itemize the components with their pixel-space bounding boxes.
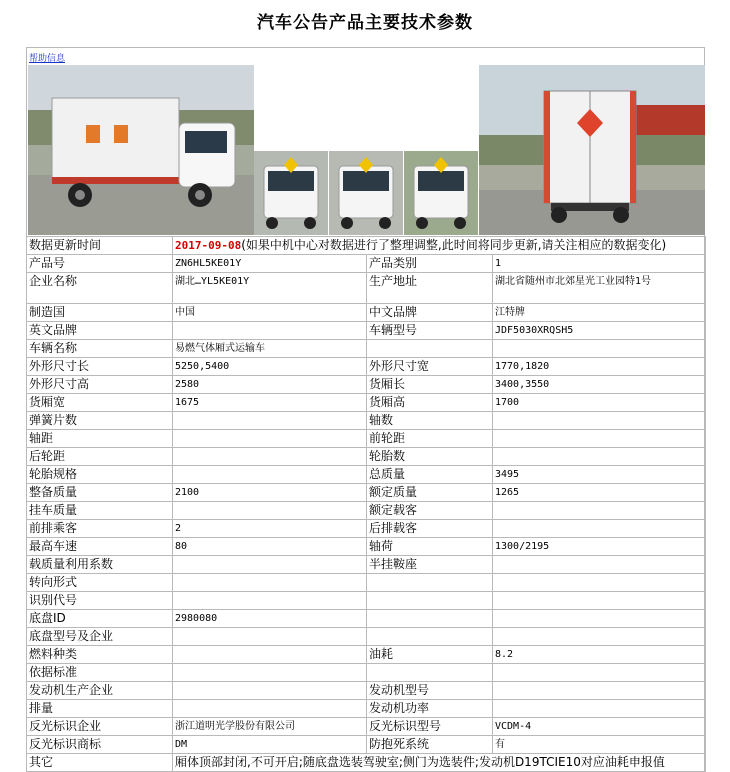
field-label: 前排乘客 bbox=[27, 520, 173, 538]
field-label: 半挂鞍座 bbox=[367, 556, 493, 574]
field-label: 产品号 bbox=[27, 255, 173, 273]
table-row bbox=[27, 412, 706, 430]
table-row bbox=[27, 592, 706, 610]
table-row bbox=[27, 628, 706, 646]
update-label: 数据更新时间 bbox=[27, 237, 173, 255]
truck-front-photo-2 bbox=[329, 151, 403, 235]
field-label: 轴距 bbox=[27, 430, 173, 448]
field-value bbox=[493, 520, 706, 538]
table-row bbox=[27, 430, 706, 448]
table-row bbox=[27, 358, 706, 376]
field-label: 底盘ID bbox=[27, 610, 173, 628]
field-value: JDF5030XRQSH5 bbox=[493, 322, 706, 340]
table-row bbox=[27, 304, 706, 322]
field-value bbox=[173, 466, 367, 484]
field-label: 外形尺寸宽 bbox=[367, 358, 493, 376]
update-date: 2017-09-08 bbox=[175, 239, 242, 252]
table-row bbox=[27, 556, 706, 574]
field-value: 3400,3550 bbox=[493, 376, 706, 394]
field-value bbox=[173, 592, 367, 610]
table-row bbox=[27, 646, 706, 664]
table-row bbox=[27, 394, 706, 412]
field-value bbox=[493, 448, 706, 466]
field-value bbox=[173, 682, 367, 700]
field-label: 轴荷 bbox=[367, 538, 493, 556]
field-label: 生产地址 bbox=[367, 273, 493, 304]
field-value: DM bbox=[173, 736, 367, 754]
field-value: 2580 bbox=[173, 376, 367, 394]
field-value bbox=[173, 574, 367, 592]
field-value bbox=[493, 502, 706, 520]
field-label: 制造国 bbox=[27, 304, 173, 322]
field-label: 额定载客 bbox=[367, 502, 493, 520]
field-value bbox=[173, 502, 367, 520]
table-row bbox=[27, 466, 706, 484]
field-label: 货厢高 bbox=[367, 394, 493, 412]
field-value: 2 bbox=[173, 520, 367, 538]
field-label: 后排载客 bbox=[367, 520, 493, 538]
spec-table bbox=[26, 236, 706, 772]
table-row bbox=[27, 664, 706, 682]
field-value: 5250,5400 bbox=[173, 358, 367, 376]
field-label: 油耗 bbox=[367, 646, 493, 664]
field-value bbox=[493, 664, 706, 682]
field-value: 2980080 bbox=[173, 610, 367, 628]
other-label: 其它 bbox=[27, 754, 173, 772]
field-value bbox=[493, 340, 706, 358]
field-label: 燃料种类 bbox=[27, 646, 173, 664]
update-value bbox=[173, 237, 706, 255]
field-value bbox=[493, 412, 706, 430]
field-value bbox=[173, 700, 367, 718]
field-value: 3495 bbox=[493, 466, 706, 484]
field-value: 湖北…YL5KE01Y bbox=[173, 273, 367, 304]
field-value bbox=[493, 682, 706, 700]
field-label: 载质量利用系数 bbox=[27, 556, 173, 574]
update-note: (如果中机中心对数据进行了整理调整,此时间将同步更新,请关注相应的数据变化) bbox=[241, 238, 667, 252]
field-label: 中文品牌 bbox=[367, 304, 493, 322]
field-label: 识别代号 bbox=[27, 592, 173, 610]
field-value: 8.2 bbox=[493, 646, 706, 664]
table-row bbox=[27, 448, 706, 466]
other-value: 厢体顶部封闭,不可开启;随底盘选装驾驶室;侧门为选装件;发动机D19TCIE10对应油耗申报值 bbox=[173, 754, 706, 772]
table-row bbox=[27, 574, 706, 592]
field-value: 1700 bbox=[493, 394, 706, 412]
field-label: 车辆名称 bbox=[27, 340, 173, 358]
field-label bbox=[367, 574, 493, 592]
field-label: 挂车质量 bbox=[27, 502, 173, 520]
field-value: 浙江道明光学股份有限公司 bbox=[173, 718, 367, 736]
field-value: 有 bbox=[493, 736, 706, 754]
field-label: 轴数 bbox=[367, 412, 493, 430]
field-value bbox=[173, 664, 367, 682]
field-value bbox=[173, 556, 367, 574]
field-label: 英文品牌 bbox=[27, 322, 173, 340]
field-label: 货厢长 bbox=[367, 376, 493, 394]
field-label: 依据标准 bbox=[27, 664, 173, 682]
field-label: 反光标识商标 bbox=[27, 736, 173, 754]
table-row bbox=[27, 484, 706, 502]
field-label: 排量 bbox=[27, 700, 173, 718]
table-row bbox=[27, 736, 706, 754]
page-title: 汽车公告产品主要技术参数 bbox=[257, 13, 473, 33]
truck-front-photo-1 bbox=[254, 151, 328, 235]
table-row bbox=[27, 255, 706, 273]
help-link[interactable]: 帮助信息 bbox=[29, 54, 66, 64]
field-label: 底盘型号及企业 bbox=[27, 628, 173, 646]
field-label: 反光标识型号 bbox=[367, 718, 493, 736]
truck-rear-photo bbox=[479, 65, 705, 235]
field-label: 外形尺寸高 bbox=[27, 376, 173, 394]
field-label bbox=[367, 610, 493, 628]
field-label: 企业名称 bbox=[27, 273, 173, 304]
field-value bbox=[493, 574, 706, 592]
field-label: 货厢宽 bbox=[27, 394, 173, 412]
table-row bbox=[27, 754, 706, 772]
field-value: VCDM-4 bbox=[493, 718, 706, 736]
field-label: 发动机型号 bbox=[367, 682, 493, 700]
field-value: 易燃气体厢式运输车 bbox=[173, 340, 367, 358]
field-value bbox=[493, 700, 706, 718]
field-label: 后轮距 bbox=[27, 448, 173, 466]
field-value bbox=[173, 412, 367, 430]
field-value: 中国 bbox=[173, 304, 367, 322]
table-row bbox=[27, 502, 706, 520]
field-label bbox=[367, 592, 493, 610]
field-label bbox=[367, 664, 493, 682]
field-label bbox=[367, 628, 493, 646]
field-label: 外形尺寸长 bbox=[27, 358, 173, 376]
field-value bbox=[173, 646, 367, 664]
field-label: 总质量 bbox=[367, 466, 493, 484]
field-value: 1265 bbox=[493, 484, 706, 502]
table-row bbox=[27, 273, 706, 304]
table-row bbox=[27, 340, 706, 358]
field-label: 最高车速 bbox=[27, 538, 173, 556]
field-label: 反光标识企业 bbox=[27, 718, 173, 736]
table-row bbox=[27, 322, 706, 340]
field-label: 发动机生产企业 bbox=[27, 682, 173, 700]
table-row bbox=[27, 682, 706, 700]
field-label: 整备质量 bbox=[27, 484, 173, 502]
table-row bbox=[27, 538, 706, 556]
field-value: ZN6HL5KE01Y bbox=[173, 255, 367, 273]
table-row bbox=[27, 610, 706, 628]
field-label: 防抱死系统 bbox=[367, 736, 493, 754]
field-value bbox=[493, 610, 706, 628]
truck-front-photo-3 bbox=[404, 151, 478, 235]
field-value bbox=[493, 430, 706, 448]
table-row bbox=[27, 237, 706, 255]
field-value: 2100 bbox=[173, 484, 367, 502]
field-label: 轮胎规格 bbox=[27, 466, 173, 484]
field-value bbox=[493, 592, 706, 610]
table-row bbox=[27, 520, 706, 538]
table-row bbox=[27, 700, 706, 718]
field-label bbox=[367, 340, 493, 358]
field-value: 湖北省随州市北郊星光工业园特1号 bbox=[493, 273, 706, 304]
field-label: 额定质量 bbox=[367, 484, 493, 502]
field-value bbox=[173, 628, 367, 646]
field-value bbox=[173, 322, 367, 340]
truck-front-side-photo bbox=[28, 65, 254, 235]
field-value: 1770,1820 bbox=[493, 358, 706, 376]
field-value: 江特牌 bbox=[493, 304, 706, 322]
table-row bbox=[27, 376, 706, 394]
field-value: 1 bbox=[493, 255, 706, 273]
field-label: 产品类别 bbox=[367, 255, 493, 273]
field-value bbox=[493, 556, 706, 574]
field-label: 转向形式 bbox=[27, 574, 173, 592]
field-value: 1675 bbox=[173, 394, 367, 412]
field-label: 弹簧片数 bbox=[27, 412, 173, 430]
field-label: 轮胎数 bbox=[367, 448, 493, 466]
table-row bbox=[27, 718, 706, 736]
field-value: 1300/2195 bbox=[493, 538, 706, 556]
field-value bbox=[493, 628, 706, 646]
field-label: 发动机功率 bbox=[367, 700, 493, 718]
field-label: 车辆型号 bbox=[367, 322, 493, 340]
field-value bbox=[173, 448, 367, 466]
field-value: 80 bbox=[173, 538, 367, 556]
field-value bbox=[173, 430, 367, 448]
field-label: 前轮距 bbox=[367, 430, 493, 448]
